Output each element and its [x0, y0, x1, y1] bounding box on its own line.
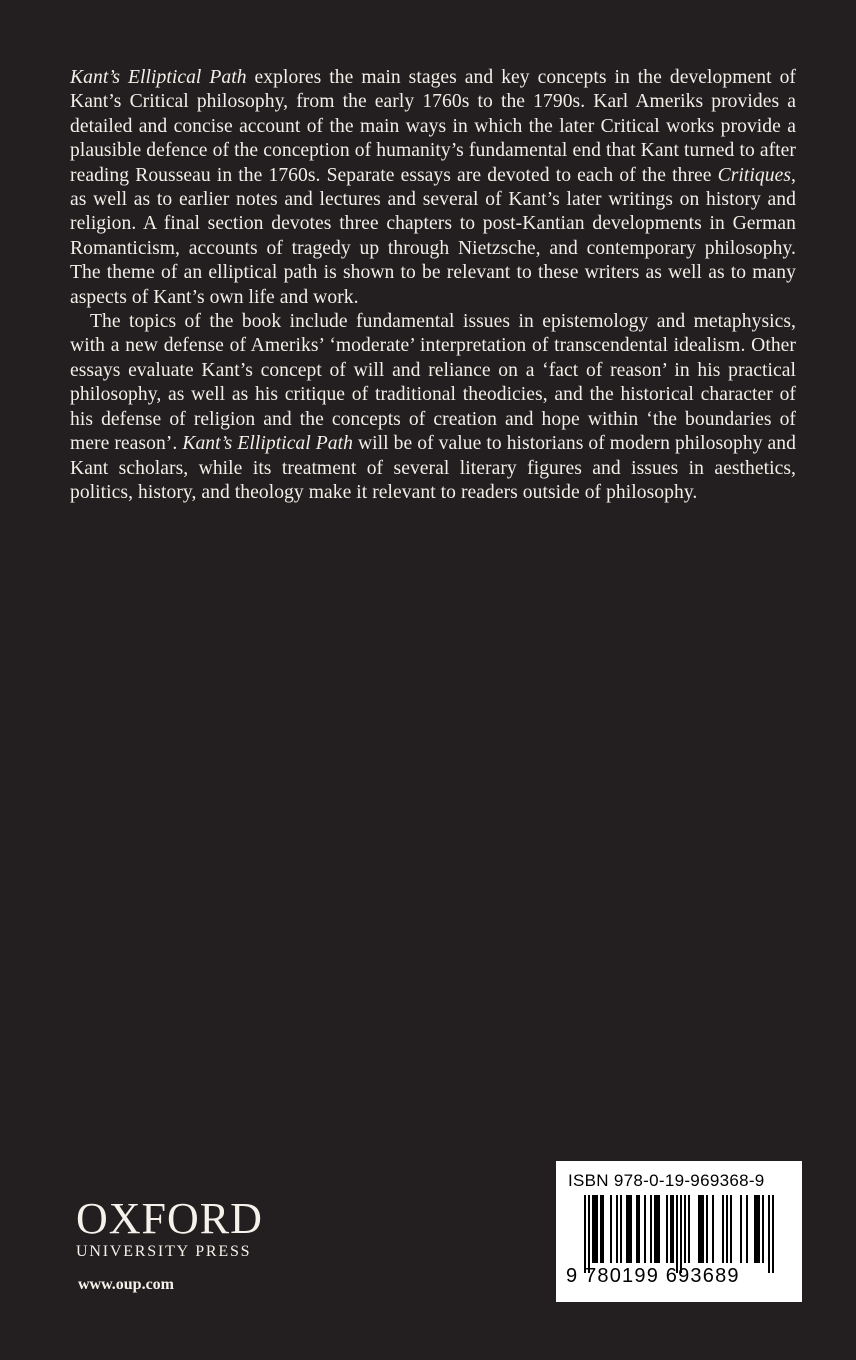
barcode-bar: [740, 1195, 742, 1263]
barcode-bar: [722, 1195, 724, 1263]
barcode-bar: [702, 1195, 704, 1263]
barcode-bar: [626, 1195, 628, 1263]
blurb-text: , as well as to earlier notes and lectures and several of Kant’s later writings on history and religion. A final section devotes three chapters to post-Kantian developments in German Romanticism, accounts of tragedy up through Nietzsche, and contemporary philosophy. The theme of an elliptical path is shown to be relevant to these writers as well as to many aspects of Kant’s own life and work.: [70, 164, 796, 308]
barcode-bar: [650, 1195, 652, 1263]
barcode-bar: [620, 1195, 622, 1263]
back-cover-blurb: [70, 66, 796, 505]
barcode-bar: [688, 1195, 690, 1263]
barcode-bar: [700, 1195, 702, 1263]
isbn-digits: 9 780199 693689: [566, 1265, 740, 1287]
barcode-bar: [588, 1195, 590, 1273]
barcode-bar: [616, 1195, 618, 1263]
barcode-bar: [672, 1195, 674, 1263]
barcode-bar: [666, 1195, 668, 1263]
barcode-bar: [680, 1195, 682, 1273]
barcode-bar: [670, 1195, 672, 1263]
barcode-bar: [772, 1195, 774, 1273]
barcode-bar: [726, 1195, 728, 1263]
barcode-bar: [628, 1195, 630, 1263]
blurb-text: will be of value to historians of modern philosophy and Kant scholars, while its treatment of several literary figures and issues in aesthetics, politics, history, and theology make it relevant to readers outside of philosophy.: [70, 433, 796, 503]
barcode-bar: [638, 1195, 640, 1263]
barcode-bar: [746, 1195, 748, 1263]
barcode-bar: [762, 1195, 764, 1263]
barcode-bar: [684, 1195, 686, 1263]
blurb-text: The topics of the book include fundamental issues in epistemology and metaphysics, with a new defense of Ameriks’ ‘moderate’ interpretation of transcendental idealism. Other essays evaluate Kant’s concept of will and reliance on a ‘fact of reason’ in his practical philosophy, as well as his critique of traditional theodicies, and the historical character of his defense of religion and the concepts of creation and hope within ‘the boundaries of mere reason’.: [70, 311, 796, 455]
barcode-bar: [592, 1195, 594, 1263]
barcode-bar: [768, 1195, 770, 1273]
barcode-bar: [676, 1195, 678, 1273]
book-title-italic: Kant’s Elliptical Path: [70, 67, 247, 88]
blurb-paragraph-1: [70, 66, 796, 310]
publisher-logo: [76, 1194, 286, 1261]
barcode-bar: [706, 1195, 708, 1263]
barcode-bar: [756, 1195, 758, 1263]
barcode-bar: [644, 1195, 646, 1263]
university-press-label: UNIVERSITY PRESS: [76, 1243, 252, 1260]
isbn-barcode: [556, 1161, 802, 1302]
barcode-bar: [584, 1195, 586, 1273]
blurb-text: explores the main stages and key concepts in the development of Kant’s Critical philosophy, from the early 1760s to the 1790s. Karl Ameriks provides a detailed and concise account of the main ways in which the later Critical works provide a plausible defence of the conception of humanity’s fundamental end that Kant turned to after reading Rousseau in the 1760s. Separate essays are devoted to each of the three: [70, 67, 796, 186]
oxford-wordmark: OXFORD: [76, 1194, 263, 1243]
barcode-bar: [610, 1195, 612, 1263]
publisher-website: www.oup.com: [78, 1276, 175, 1293]
barcode-bar: [596, 1195, 598, 1263]
barcode-bar: [698, 1195, 700, 1263]
critiques-italic: Critiques: [717, 164, 792, 186]
barcode-bar: [636, 1195, 638, 1263]
barcode-bar: [712, 1195, 714, 1263]
isbn-label: ISBN 978-0-19-969368-9: [568, 1171, 765, 1190]
barcode-bar: [658, 1195, 660, 1263]
barcode-bar: [600, 1195, 602, 1263]
barcode-bar: [594, 1195, 596, 1263]
barcode-bar: [730, 1195, 732, 1263]
book-title-italic: Kant’s Elliptical Path: [182, 433, 353, 455]
blurb-paragraph-2: [70, 310, 796, 505]
barcode-bar: [758, 1195, 760, 1263]
barcode-bar: [602, 1195, 604, 1263]
barcode-bar: [656, 1195, 658, 1263]
barcode-bar: [754, 1195, 756, 1263]
barcode-bars: [556, 1195, 802, 1275]
barcode-bar: [654, 1195, 656, 1263]
barcode-bar: [630, 1195, 632, 1263]
